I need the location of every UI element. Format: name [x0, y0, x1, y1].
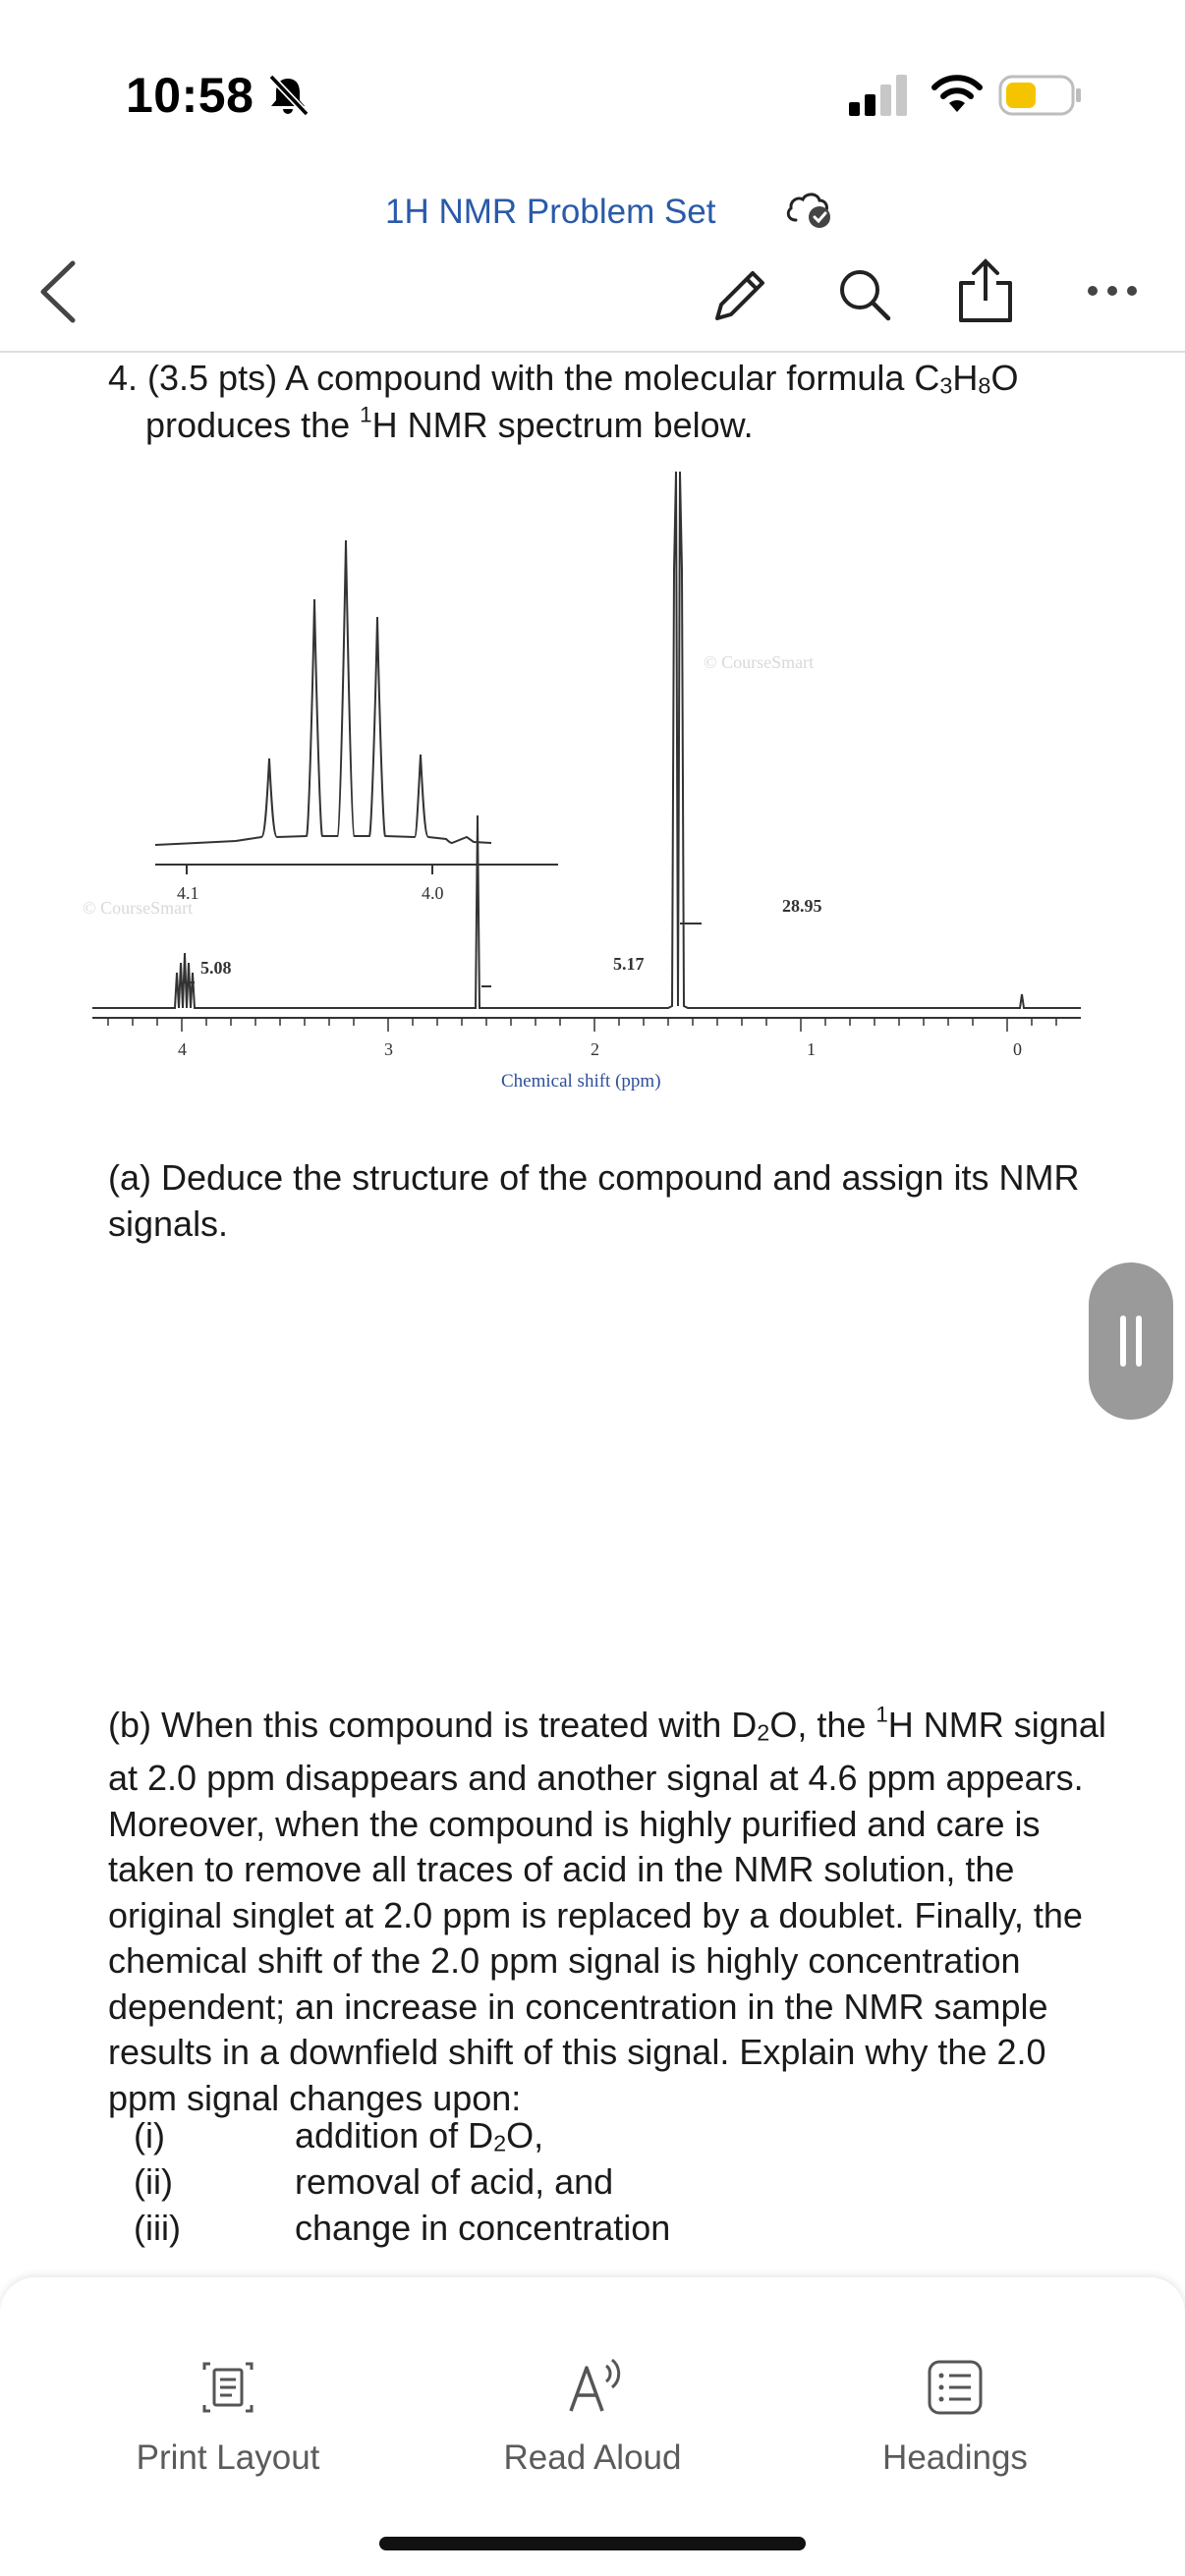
bottom-toolbar — [0, 2277, 1185, 2576]
list-item: (ii) removal of acid, and — [134, 2161, 614, 2202]
read-aloud-icon — [561, 2356, 624, 2419]
headings-label: Headings — [882, 2438, 1028, 2477]
list-item: (iii) change in concentration — [134, 2208, 671, 2248]
axis-tick-label-2: 2 — [591, 1039, 599, 1059]
home-indicator[interactable] — [379, 2537, 806, 2550]
battery-icon — [998, 73, 1083, 118]
list-item: (i) addition of $D_2O$, — [134, 2115, 544, 2156]
signal-icon — [847, 73, 910, 118]
cloud-check-icon[interactable] — [782, 185, 835, 230]
more-icon[interactable] — [1083, 279, 1142, 303]
headings-button[interactable] — [808, 2356, 1102, 2478]
headings-icon — [924, 2356, 987, 2419]
search-icon[interactable] — [833, 263, 896, 326]
bell-slash-icon — [265, 73, 310, 118]
axis-tick-label-4: 4 — [178, 1039, 187, 1059]
inset-multiplet-trace — [155, 540, 491, 845]
integral-label-5-08: 5.08 — [200, 958, 232, 978]
nmr-spectrum-image — [79, 452, 1100, 1100]
print-layout-icon — [197, 2356, 259, 2419]
wifi-icon — [930, 71, 985, 116]
question-heading-line1: 4. (3.5 pts) A compound with the molecular formula $C_3H_8O$ — [108, 358, 1019, 399]
axis-tick-label-3: 3 — [384, 1039, 393, 1059]
scroll-handle[interactable] — [1089, 1262, 1173, 1420]
question-heading-line2: produces the $^1$H NMR spectrum below. — [145, 402, 754, 445]
read-aloud-button[interactable] — [445, 2356, 740, 2478]
pencil-icon[interactable] — [709, 263, 772, 326]
integral-label-28-95: 28.95 — [782, 896, 822, 916]
read-aloud-label: Read Aloud — [503, 2438, 682, 2477]
nav-divider — [0, 351, 1185, 353]
print-layout-button[interactable] — [81, 2356, 375, 2478]
integral-label-5-17: 5.17 — [613, 954, 645, 974]
back-chevron-icon[interactable] — [35, 257, 83, 326]
inset-tick-label-4-1: 4.1 — [177, 883, 199, 903]
axis-x-label: Chemical shift (ppm) — [501, 1071, 661, 1092]
share-icon[interactable] — [953, 257, 1018, 326]
document-title[interactable]: 1H NMR Problem Set — [385, 193, 716, 231]
watermark-left: © CourseSmart — [83, 898, 194, 918]
part-a-text: (a) Deduce the structure of the compound and assign its NMR signals. — [108, 1157, 1080, 1244]
main-spectrum-trace — [92, 472, 1081, 1008]
axis-tick-label-1: 1 — [807, 1039, 816, 1059]
print-layout-label: Print Layout — [136, 2438, 320, 2477]
axis-tick-label-0: 0 — [1013, 1039, 1022, 1059]
status-time: 10:58 — [126, 68, 254, 123]
part-b-text: (b) When this compound is treated with $D_2O$, the $^1$H NMR signal at 2.0 ppm disappears and another signal at 4.6 ppm appears. Moreover, when the compound is highly purified and care is taken to remove all traces of acid in the NMR solution, the original singlet at 2.0 ppm is replaced by a doublet. Finally, the chemical shift of the 2.0 ppm signal is highly concentration dependent; an increase in concentration in the NMR sample results in a downfield shift of this signal. Explain why the 2.0 ppm signal changes upon: — [108, 1702, 1106, 2118]
watermark-top: © CourseSmart — [704, 652, 815, 672]
inset-tick-label-4-0: 4.0 — [422, 883, 444, 903]
axis-minor-ticks — [108, 1018, 1056, 1032]
